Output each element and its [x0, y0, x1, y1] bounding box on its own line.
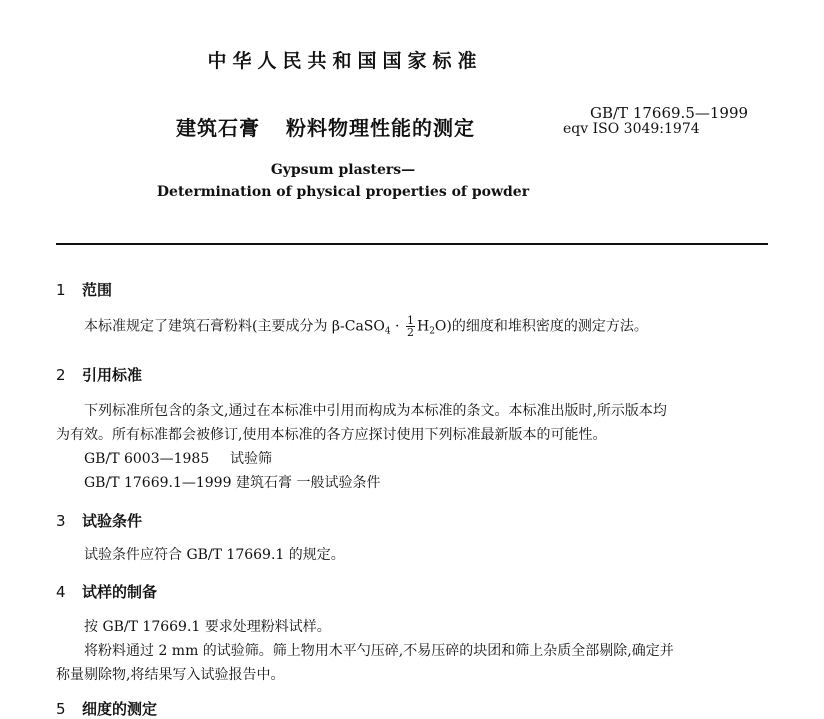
- section-3-heading: [56, 510, 142, 531]
- section-2-heading: [56, 364, 142, 385]
- english-title-line1: Gypsum plasters—: [270, 162, 416, 178]
- reference-row: [84, 448, 272, 468]
- title-divider: [56, 243, 768, 245]
- section-4-line3: 称量剔除物,将结果写入试验报告中。: [56, 667, 285, 683]
- section-2-title: 引用标准: [82, 366, 143, 384]
- section-1-paragraph: [84, 315, 648, 338]
- title-part1: 建筑石膏: [176, 116, 260, 140]
- english-title-line2: Determination of physical properties of powder: [156, 184, 530, 200]
- reference-row: [84, 472, 380, 492]
- subscript-4: 4: [384, 326, 391, 337]
- standard-code: GB/T 17669.5—1999: [590, 104, 749, 122]
- subscript-2: 2: [429, 326, 435, 337]
- section-3-title: 试验条件: [82, 512, 143, 530]
- section-5-number: 5: [56, 700, 66, 718]
- section-4-number: 4: [56, 583, 66, 601]
- national-standard-header: 中华人民共和国国家标准: [207, 50, 483, 72]
- section-1-title: 范围: [82, 281, 113, 299]
- reference-code: GB/T 6003—1985: [84, 451, 210, 467]
- reference-code: GB/T 17669.1—1999: [84, 475, 232, 491]
- title-part2: 粉料物理性能的测定: [286, 116, 475, 140]
- fraction-denominator: 2: [406, 326, 414, 339]
- middle-dot: ·: [390, 318, 404, 335]
- section-4-line2: 将粉料通过 2 mm 的试验筛。筛上物用木平勺压碎,不易压碎的块团和筛上杂质全部剔除,确定并: [84, 643, 674, 659]
- document-title: [176, 112, 475, 141]
- h2o-h: H: [416, 318, 430, 335]
- section-3-paragraph: 试验条件应符合 GB/T 17669.1 的规定。: [84, 547, 345, 563]
- equivalent-standard: eqv ISO 3049:1974: [563, 121, 700, 137]
- section-2-para-line2: 为有效。所有标准都会被修订,使用本标准的各方应探讨使用下列标准最新版本的可能性。: [56, 427, 607, 443]
- section-3-number: 3: [56, 512, 66, 530]
- scope-text-end: O)的细度和堆积密度的测定方法。: [434, 318, 648, 335]
- section-2-number: 2: [56, 366, 66, 384]
- section-5-title: 细度的测定: [82, 700, 158, 718]
- fraction-numerator: 1: [406, 314, 414, 327]
- fraction-half: [406, 315, 415, 338]
- section-4-line1: 按 GB/T 17669.1 要求处理粉料试样。: [84, 619, 331, 635]
- section-2-para-line1: 下列标准所包含的条文,通过在本标准中引用而构成为本标准的条文。本标准出版时,所示版本均: [84, 403, 667, 419]
- section-5-heading: [56, 698, 157, 719]
- section-1-heading: [56, 279, 112, 300]
- reference-title: 试验筛: [230, 451, 272, 467]
- section-1-number: 1: [56, 281, 66, 299]
- section-4-heading: [56, 581, 157, 602]
- scope-text-start: 本标准规定了建筑石膏粉料(主要成分为 β-CaSO: [84, 318, 385, 335]
- reference-title: 建筑石膏 一般试验条件: [236, 475, 381, 491]
- section-4-title: 试样的制备: [82, 583, 158, 601]
